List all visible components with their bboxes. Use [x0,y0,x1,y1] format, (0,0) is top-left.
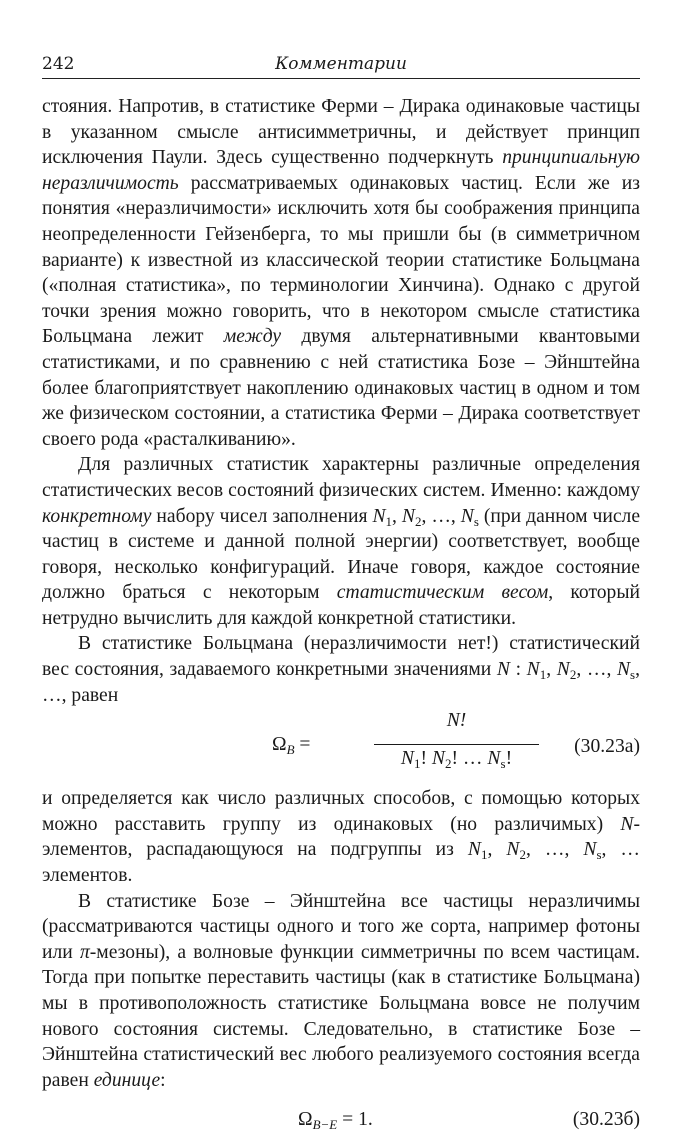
page-header [42,50,640,80]
paragraph-5: В статистике Бозе – Эйнштейна все частицы неразличимы (рассматриваются частицы одного и того же сорта, например фотоны или π-мезоны), а волновые функции симметричны по всем частицам. Тогда при попытке переставить частицы (как в статистике Больцмана) мы в противоположность статистике Больцмана вовсе не получим нового состояния системы. Следовательно, в статистике Бозе – Эйнштейна статистический вес любого реализуемого состояния всегда равен единице: [42,890,640,1091]
body-text [42,94,640,1141]
emphasis: статистическим весом [336,582,549,604]
equation-number: (30.23а) [574,736,640,758]
emphasis: между [223,326,282,348]
running-title: Комментарии [275,54,407,74]
inline-math: $N_1$, $N_2$, …, $N_s$ [372,505,479,529]
emphasis: единице [93,1069,161,1091]
emphasis: конкретному [42,505,152,527]
equation-30-23a [42,708,640,786]
paragraph-3: В статистике Больцмана (неразличимости нет!) статистический вес состояния, задаваемого конкретными значениями N : $N_1$, $N_2$, …, $N_s$, …, равен [42,633,641,706]
fraction [374,708,539,771]
fraction-bar [374,744,539,745]
inline-math: N : $N_1$, $N_2$, …, $N_s$, … [42,659,641,706]
paragraph-4: и определяется как число различных способов, с помощью которых можно расставить группу из одинаковых (но различимых) N-элементов, распадающуюся на подгруппы из $N_1$, $N_2$, …, $N_s$, … элементов. [42,788,641,887]
inline-math: $N_1$, $N_2$, …, $N_s$, … [467,839,641,863]
emphasis: принципиальную неразличимость [42,147,640,194]
equation-lhs: $\Omega_B$ = [272,734,311,758]
page-number: 242 [42,54,75,74]
equation-number: (30.23б) [572,1109,640,1131]
paragraph-2: Для различных статистик характерны различные определения статистических весов состояний физических систем. Именно: каждому конкретному набору чисел заполнения $N_1$, $N_2$, …, $N_s$ (при данном числе частиц в системе и данной полной энергии) соответствует, вообще говоря, несколько конфигураций. Иначе говоря, каждое состояние должно браться с некоторым статистическим весом, который нетрудно вычислить для каждой конкретной статистики. [42,454,641,629]
header-rule [42,78,640,79]
equation-lhs: $\Omega_{B-E} = 1$. [298,1109,373,1133]
fraction-denominator: $N_1$! $N_2$! … $N_s$! [400,748,513,772]
fraction-numerator: N! [446,710,467,732]
equation-30-23b [42,1093,640,1141]
paragraph-1: стояния. Напротив, в статистике Ферми – Дирака одинаковые частицы в указанном смысле антисимметричны, и действует принцип исключения Паули. Здесь существенно подчеркнуть принципиальную неразличимость рассматриваемых одинаковых частиц. Если же из понятия «неразличимости» исключить хотя бы соображения принципа неопределенности Гейзенберга, то мы пришли бы (в симметричном варианте) к известной из классической теории статистике Больцмана («полная статистика», по терминологии Хинчина). Однако с другой точки зрения можно говорить, что в некотором смысле статистика Больцмана лежит между двумя альтернативными квантовыми статистиками, и по сравнению с ней статистика Бозе – Эйнштейна более благоприятствует накоплению одинаковых частиц в одном и том же физическом состоянии, а статистика Ферми – Дирака соответствует своего рода «расталкиванию». [42,96,640,450]
